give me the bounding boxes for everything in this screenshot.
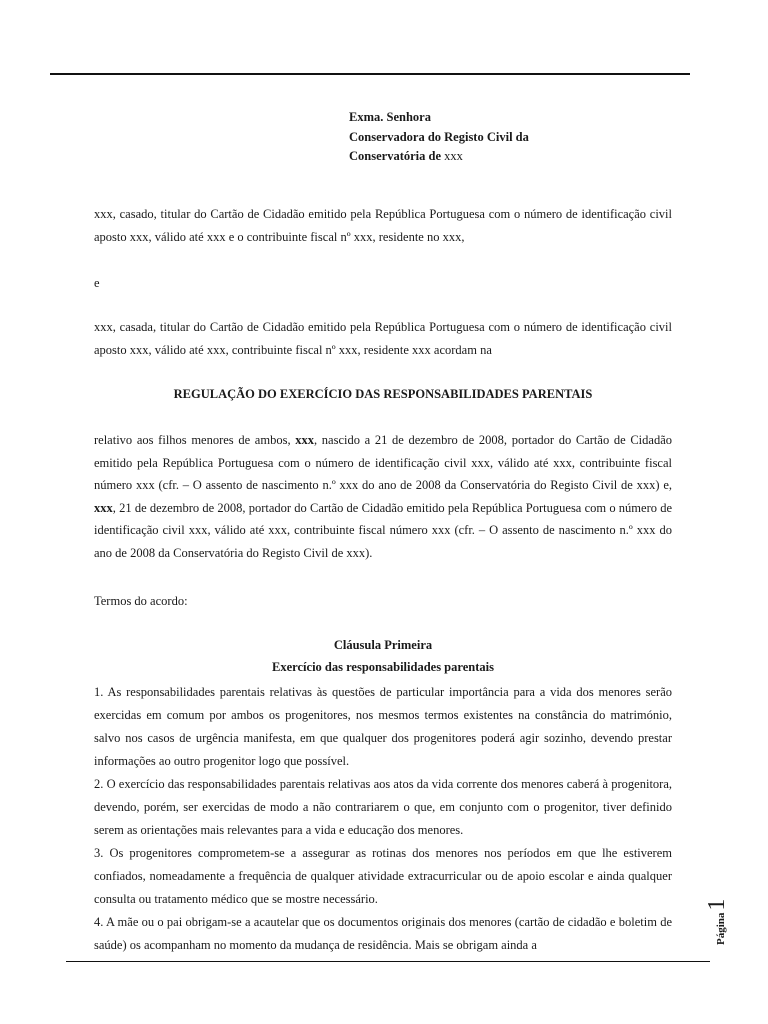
clause-title: Cláusula Primeira xyxy=(333,638,433,652)
child-1-name: xxx xyxy=(295,433,314,447)
page-number-label xyxy=(702,890,742,950)
party-1-paragraph: xxx, casado, titular do Cartão de Cidadão emitido pela República Portuguesa com o número de identificação civil aposto xxx, válido até xxx e o contribuinte fiscal nº xxx, residente no xxx, xyxy=(94,207,672,244)
children-text-3: , 21 de dezembro de 2008, portador do Cartão de Cidadão emitido pela República Portuguesa com o número de identificação civil xxx, válido até xxx, contribuinte fiscal número xxx (cfr. – O assento de nascimento n.º xxx do ano de 2008 da Conservatória do Registo Civil de xxx). xyxy=(94,500,672,560)
party-2-paragraph: xxx, casada, titular do Cartão de Cidadão emitido pela República Portuguesa com o número de identificação civil aposto xxx, válido até xxx, contribuinte fiscal nº xxx, residente xxx acordam na xyxy=(94,320,672,357)
clause-item-2: 2. O exercício das responsabilidades parentais relativas aos atos da vida corrente dos menores caberá à progenitora, devendo, porém, ser exercidas de modo a não contrariarem o que, em conjunto com o progenitor, tiver definido serem as orientações mais relevantes para a vida e educação dos menores. xyxy=(94,777,672,837)
header-rule xyxy=(50,73,690,75)
children-paragraph xyxy=(94,429,672,564)
terms-heading: Termos do acordo: xyxy=(94,594,188,608)
clause-item-3: 3. Os progenitores comprometem-se a assegurar as rotinas dos menores nos períodos em que lhe estiverem confiados, nomeadamente a frequência de qualquer atividade extracurricular ou de apoio escolar e ainda qualquer consulta ou tratamento médico que se mostre necessário. xyxy=(94,846,672,906)
clause-list xyxy=(94,681,672,957)
page-number: 1 xyxy=(704,898,730,911)
address-line-1: Exma. Senhora xyxy=(349,110,431,124)
footer-rule xyxy=(66,961,710,962)
child-2-name: xxx xyxy=(94,500,113,515)
address-line-3-bold: Conservatória de xyxy=(349,149,441,163)
clause-item-4: 4. A mãe ou o pai obrigam-se a acautelar que os documentos originais dos menores (cartão de cidadão e boletim de saúde) os acompanham no momento da mudança de residência. Mais se obrigam ainda a xyxy=(94,915,672,952)
page-word: Página xyxy=(715,912,727,945)
address-line-3-plain: xxx xyxy=(441,149,463,163)
recipient-address xyxy=(349,108,529,167)
clause-subtitle: Exercício das responsabilidades parentais xyxy=(272,660,494,674)
document-title: REGULAÇÃO DO EXERCÍCIO DAS RESPONSABILIDADES PARENTAIS xyxy=(173,387,593,401)
children-text-2: , nascido a 21 de dezembro de 2008, portador do Cartão de Cidadão emitido pela República Portuguesa com o número de identificação civil xxx, válido até xxx, contribuinte fiscal número xxx (cfr. – O assento de nascimento n.º xxx do ano de 2008 da Conservatória do Registo Civil de xxx) e, xyxy=(94,433,672,492)
conjunction-text: e xyxy=(94,276,100,290)
children-text-1: relativo aos filhos menores de ambos, xyxy=(94,433,296,447)
address-line-3 xyxy=(349,147,529,167)
address-line-2: Conservadora do Registo Civil da xyxy=(349,129,529,144)
clause-item-1: 1. As responsabilidades parentais relativas às questões de particular importância para a vida dos menores serão exercidas em comum por ambos os progenitores, nos mesmos termos existentes na constância do matrimónio, salvo nos casos de urgência manifesta, em que qualquer dos progenitores poderá agir sozinho, devendo prestar informações ao outro progenitor logo que possível. xyxy=(94,685,672,768)
